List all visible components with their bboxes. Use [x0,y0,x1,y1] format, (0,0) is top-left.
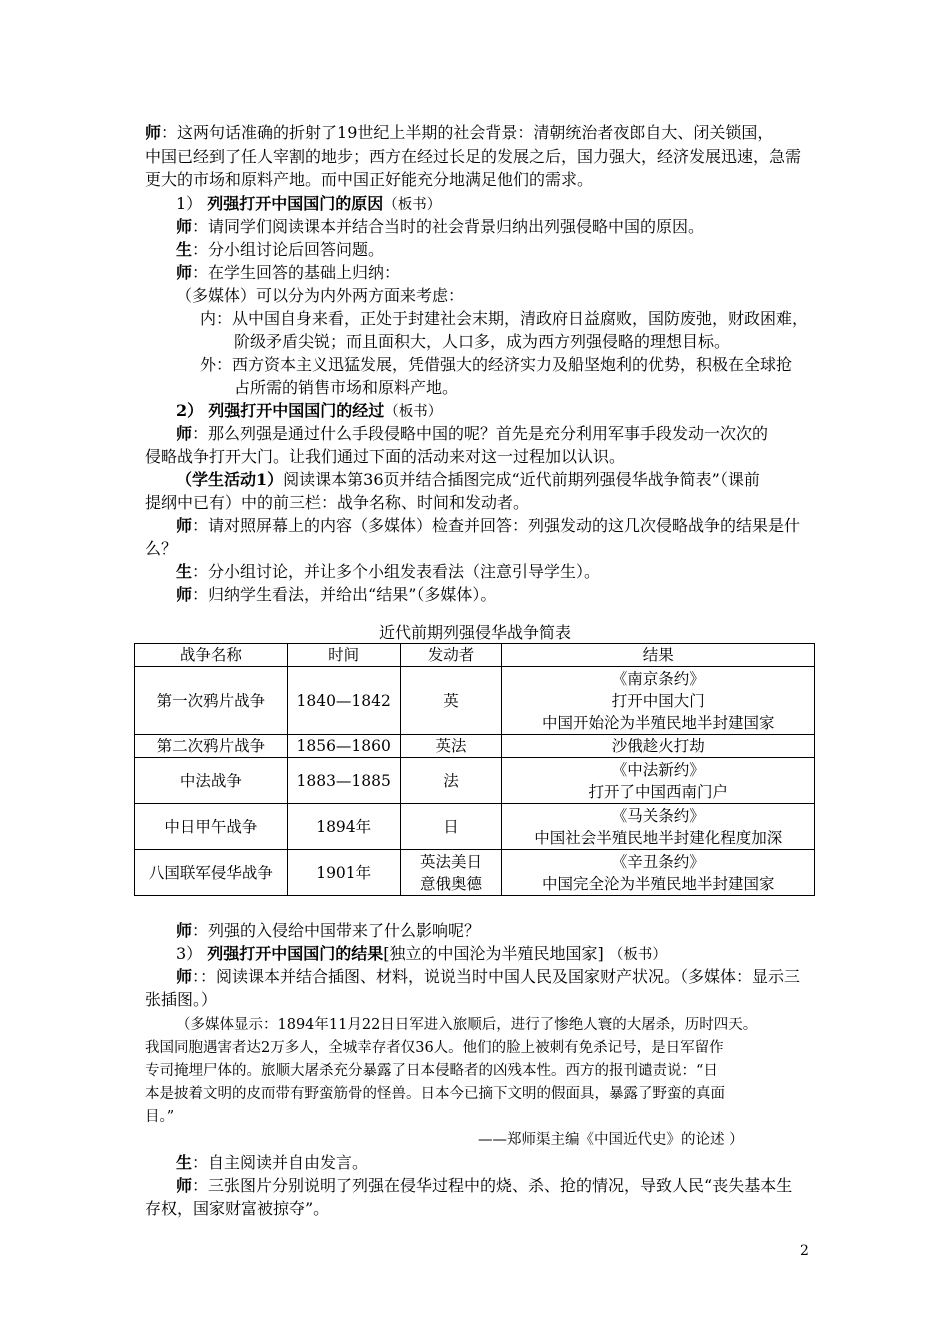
table-row [135,735,815,758]
result-cell: 《辛丑条约》 中国完全沦为半殖民地半封建国家 [502,850,815,896]
outer-cause-line2: 占所需的销售市场和原料产地。 [234,378,459,397]
header-time: 时间 [287,644,400,667]
war-name-cell: 第二次鸦片战争 [135,735,288,758]
result-cell: 《南京条约》 打开中国大门 中国开始沦为半殖民地半封建国家 [502,667,815,735]
result-cell: 沙俄趁火打劫 [502,735,815,758]
header-result: 结果 [502,644,815,667]
heading-causes: 1） 列强打开中国国门的原因（板书） [176,194,442,213]
initiator-cell: 英法 [400,735,502,758]
student-activity-line1: （学生活动1）阅读课本第36页并结合插图完成“近代前期列强侵华战争简表”（课前 [176,470,760,489]
header-war-name: 战争名称 [135,644,288,667]
time-cell: 1901年 [287,850,400,896]
dialogue-student-3: 生：自主阅读并自由发言。 [176,1153,369,1172]
result-cell: 《中法新约》 打开了中国西南门户 [502,758,815,804]
quote-line1: （多媒体显示：1894年11月22日日军进入旅顺后，进行了惨绝人寰的大屠杀，历时四天。 [176,1017,758,1033]
initiator-cell: 英法美日 意俄奥德 [400,850,502,896]
dialogue-teacher-2: 师：在学生回答的基础上归纳： [176,263,401,282]
dialogue-teacher-7-line1: 师：：阅读课本并结合插图、材料，说说当时中国人民及国家财产状况。（多媒体：显示三 [176,967,801,986]
dialogue-student-2: 生：分小组讨论，并让多个小组发表看法（注意引导学生）。 [176,562,601,581]
war-name-cell: 中日甲午战争 [135,804,288,850]
dialogue-teacher-3-line1: 师：那么列强是通过什么手段侵略中国的呢？首先是充分利用军事手段发动一次次的 [176,424,769,443]
multimedia-note: （多媒体）可以分为内外两方面来考虑： [176,286,465,305]
war-name-cell: 八国联军侵华战争 [135,850,288,896]
para1-line1: 师：这两句话准确的折射了19世纪上半期的社会背景：清朝统治者夜郎自大、闭关锁国， [145,123,774,142]
time-cell: 1883—1885 [287,758,400,804]
dialogue-teacher-4-line1: 师：请对照屏幕上的内容（多媒体）检查并回答：列强发动的这几次侵略战争的结果是什 [176,516,801,535]
quote-line4: 本是披着文明的皮而带有野蛮筋骨的怪兽。日本今已摘下文明的假面具，暴露了野蛮的真面 [145,1086,725,1102]
dialogue-teacher-8-line1: 师：三张图片分别说明了列强在侵华过程中的烧、杀、抢的情况，导致人民“丧失基本生 [176,1176,793,1195]
time-cell: 1856—1860 [287,735,400,758]
war-table [134,643,815,896]
initiator-cell: 日 [400,804,502,850]
student-activity-line2: 提纲中已有）中的前三栏：战争名称、时间和发动者。 [145,493,530,512]
heading-results: 3） 列强打开中国国门的结果[独立的中国沦为半殖民地国家] （板书） [176,944,667,963]
time-cell: 1840—1842 [287,667,400,735]
result-cell: 《马关条约》 中国社会半殖民地半封建化程度加深 [502,804,815,850]
header-initiator: 发动者 [400,644,502,667]
quote-source: ——郑师渠主编《中国近代史》的论述 ） [478,1132,744,1148]
dialogue-teacher-7-line2: 张插图。） [145,990,218,1009]
initiator-cell: 英 [400,667,502,735]
dialogue-teacher-1: 师：请同学们阅读课本并结合当时的社会背景归纳出列强侵略中国的原因。 [176,217,705,236]
table-row [135,758,815,804]
war-name-cell: 第一次鸦片战争 [135,667,288,735]
quote-line2: 我国同胞遇害者达2万多人，全城幸存者仅36人。他们的脸上被刺有免杀记号，是日军留作 [145,1040,724,1056]
para1-line2: 中国已经到了任人宰割的地步；西方在经过长足的发展之后，国力强大，经济发展迅速，急需 [145,147,802,166]
quote-line3: 专司掩埋尸体的。旅顺大屠杀充分暴露了日本侵略者的凶残本性。西方的报刊谴责说：“日 [145,1063,718,1079]
dialogue-teacher-8-line2: 存权，国家财富被掠夺”。 [145,1199,330,1218]
table-row [135,850,815,896]
time-cell: 1894年 [287,804,400,850]
quote-line5: 目。” [145,1109,175,1125]
inner-cause-line1: 内：从中国自身来看，正处于封建社会末期，清政府日益腐败，国防废弛，财政困难， [200,309,809,328]
dialogue-teacher-5: 师：归纳学生看法，并给出“结果”（多媒体）。 [176,585,497,604]
para1-line3: 更大的市场和原料产地。而中国正好能充分地满足他们的需求。 [145,170,594,189]
dialogue-student-1: 生：分小组讨论后回答问题。 [176,240,385,259]
dialogue-teacher-4-line2: 么？ [145,539,178,558]
outer-cause-line1: 外：西方资本主义迅猛发展，凭借强大的经济实力及船坚炮利的优势，积极在全球抢 [200,355,793,374]
dialogue-teacher-6: 师：列强的入侵给中国带来了什么影响呢？ [176,921,481,940]
table-row [135,667,815,735]
table-caption: 近代前期列强侵华战争简表 [378,623,571,642]
inner-cause-line2: 阶级矛盾尖锐；而且面积大，人口多，成为西方列强侵略的理想目标。 [234,332,731,351]
war-name-cell: 中法战争 [135,758,288,804]
dialogue-teacher-3-line2: 侵略战争打开大门。让我们通过下面的活动来对这一过程加以认识。 [145,447,626,466]
table-header-row [135,644,815,667]
table-row [135,804,815,850]
heading-process: 2） 列强打开中国国门的经过（板书） [176,401,443,420]
page-number: 2 [800,1243,809,1259]
initiator-cell: 法 [400,758,502,804]
